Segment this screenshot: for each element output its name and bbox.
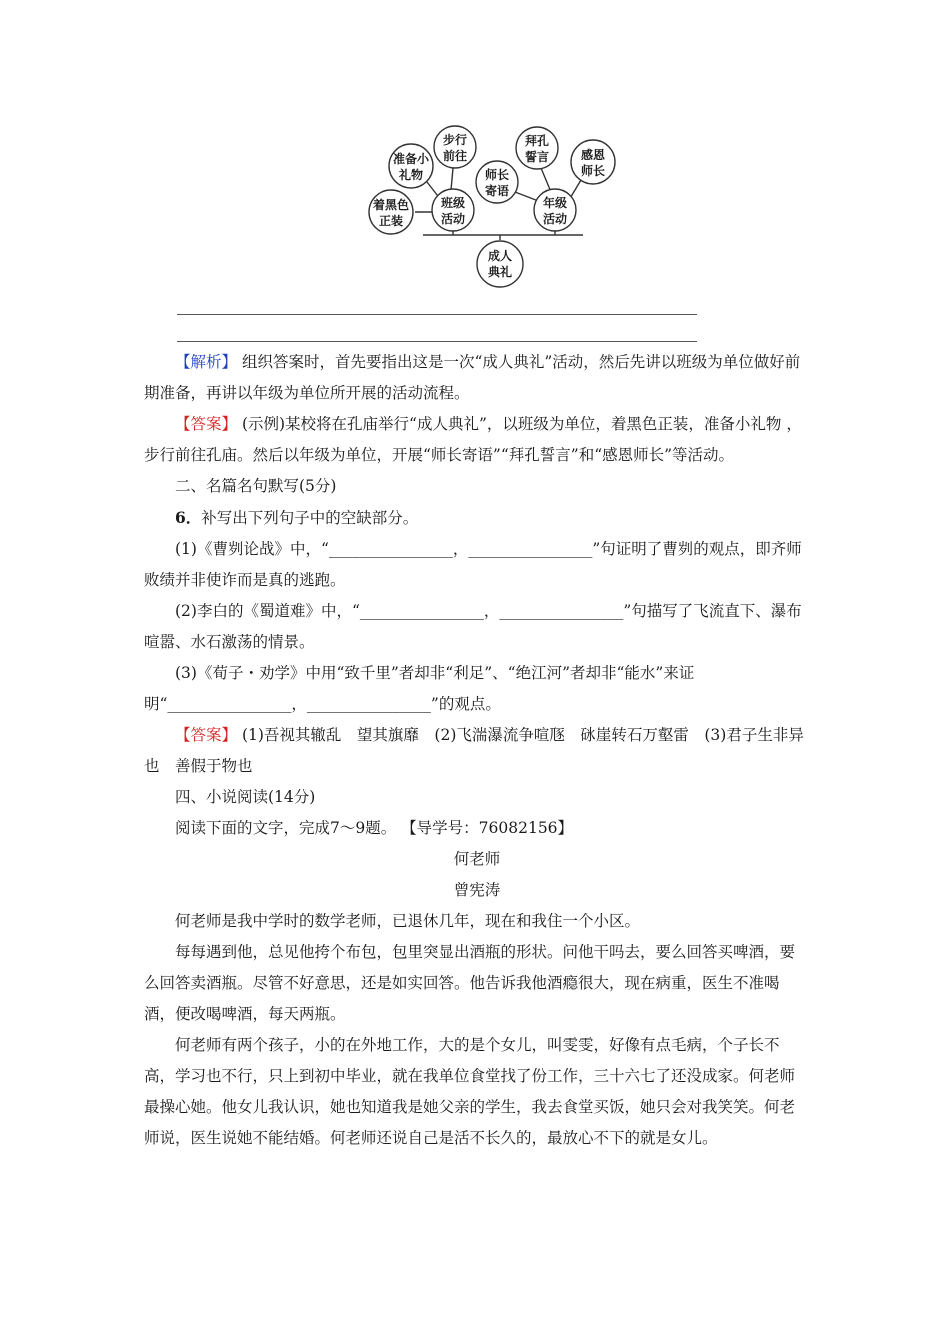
link-oath <box>541 168 551 192</box>
node-root <box>477 241 523 287</box>
reading-instructions: 阅读下面的文字，完成7～9题。 【导学号：76082156】 <box>175 819 574 837</box>
answer-text-2: (1)吾视其辙乱 望其旗靡 (2)飞湍瀑流争喧豗 砯崖转石万壑雷 (3)君子生非异也 善假于物也 <box>144 726 804 775</box>
svg-text:典礼: 典礼 <box>487 265 513 279</box>
answer-blank-line-1 <box>177 314 697 315</box>
node-black-suit <box>369 190 413 234</box>
node-prepare-gift <box>389 144 433 188</box>
analysis-tag: 【解析】 <box>175 353 238 371</box>
svg-text:准备小: 准备小 <box>392 152 430 166</box>
story-paragraph-3: 何老师有两个孩子，小的在外地工作，大的是个女儿，叫雯雯，好像有点毛病，个子长不高，学习也不行，只上到初中毕业，就在我单位食堂找了份工作，三十六七了还没成家。何老师最操心她。他女儿我认识，她也知道我是她父亲的学生，我去食堂买饭，她只会对我笑笑。何老师说，医生说她不能结婚。何老师还说自己是活不长久的，最放心不下的就是女儿。 <box>144 1036 796 1147</box>
svg-text:前往: 前往 <box>442 149 468 163</box>
section-heading-4: 四、小说阅读(14分) <box>175 788 316 806</box>
svg-text:感恩: 感恩 <box>580 148 606 162</box>
node-thank-teachers <box>571 140 615 184</box>
answer-tag-2: 【答案】 <box>175 726 238 744</box>
content-block <box>144 347 810 1154</box>
analysis-paragraph <box>144 347 810 409</box>
question-6-item-1: (1)《曹刿论战》中，“________________，________________”句证明了曹刿的观点，即齐师败绩并非使诈而是真的逃跑。 <box>144 540 802 589</box>
svg-text:师长: 师长 <box>580 164 606 178</box>
section-heading-2: 二、名篇名句默写(5分) <box>175 477 337 495</box>
story-paragraph-1: 何老师是我中学时的数学老师，已退休几年，现在和我住一个小区。 <box>175 912 641 930</box>
question-6-number: 6． <box>175 508 202 527</box>
svg-text:步行: 步行 <box>442 133 468 147</box>
svg-text:寄语: 寄语 <box>484 184 510 198</box>
svg-text:年级: 年级 <box>542 196 568 210</box>
analysis-text: 组织答案时，首先要指出这是一次“成人典礼”活动，然后先讲以班级为单位做好前期准备，再讲以年级为单位所开展的活动流程。 <box>144 353 801 402</box>
question-6-text: 补写出下列句子中的空缺部分。 <box>201 509 419 527</box>
answer-paragraph-2 <box>144 720 810 782</box>
story-title: 何老师 <box>453 850 501 868</box>
answer-paragraph-1 <box>144 409 810 471</box>
question-6-item-3: (3)《荀子・劝学》中用“致千里”者却非“利足”、“绝江河”者却非“能水”来证明“________________，________________”的观点。 <box>144 664 695 713</box>
story-paragraph-2: 每每遇到他，总见他挎个布包，包里突显出酒瓶的形状。问他干吗去，要么回答买啤酒，要么回答卖酒瓶。尽管不好意思，还是如实回答。他告诉我他酒瘾很大，现在病重，医生不准喝酒，便改喝啤酒，每天两瓶。 <box>144 943 796 1023</box>
answer-text-1: (示例)某校将在孔庙举行“成人典礼”，以班级为单位，着黑色正装，准备小礼物 ，步行前往孔庙。然后以年级为单位，开展“师长寄语”“拜孔誓言”和“感恩师长”等活动。 <box>144 415 802 464</box>
svg-text:成人: 成人 <box>487 249 513 263</box>
svg-text:礼物: 礼物 <box>398 168 424 182</box>
svg-text:活动: 活动 <box>542 212 568 226</box>
answer-tag-1: 【答案】 <box>175 415 238 433</box>
story-author: 曾宪涛 <box>453 881 501 899</box>
svg-text:活动: 活动 <box>440 212 466 226</box>
svg-text:誓言: 誓言 <box>524 150 550 164</box>
node-grade-activity <box>534 189 576 231</box>
node-class-activity <box>432 189 474 231</box>
link-walk <box>451 168 453 190</box>
node-confucius-oath <box>516 127 558 169</box>
node-walk-there <box>434 126 476 168</box>
svg-text:班级: 班级 <box>440 196 466 210</box>
answer-blank-line-2 <box>177 341 697 342</box>
svg-text:师长: 师长 <box>484 168 510 182</box>
svg-text:着黑色: 着黑色 <box>372 198 410 212</box>
svg-text:拜孔: 拜孔 <box>524 134 550 148</box>
svg-text:正装: 正装 <box>378 214 404 228</box>
question-6-item-2: (2)李白的《蜀道难》中，“________________，________________”句描写了飞流直下、瀑布喧嚣、水石激荡的情景。 <box>144 602 802 651</box>
node-teacher-words <box>476 161 518 203</box>
question-6-prompt <box>144 502 810 534</box>
activity-tree-diagram <box>355 120 625 295</box>
